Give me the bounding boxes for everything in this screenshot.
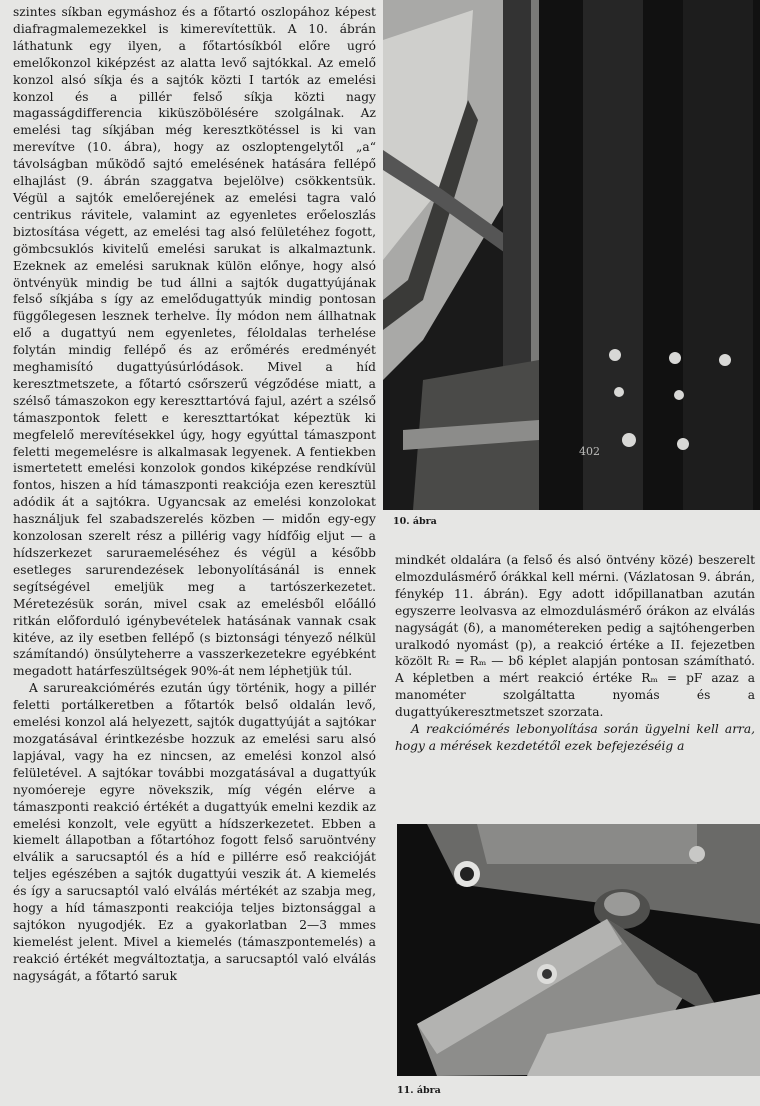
figure-11-photo: [397, 824, 760, 1076]
figure-10-caption: 10. ábra: [393, 516, 437, 527]
figure-10-image: [383, 0, 760, 510]
right-text-column: [395, 552, 755, 755]
left-paragraph-1: szintes síkban egymáshoz és a főtartó oszlopához képest diafragmalemezekkel is kimerevítettük. A 10. ábrán láthatunk egy ilyen, a főtartósíkból előre ugró emelőkonzol kiképzést az alatta levő sajtókkal. Az emelő konzol alsó síkja és a sajtók közti I tartók az emelési konzol és a pillér felső síkja közti nagy magasságdifferencia kiküszöbölésére szolgálnak. Az emelési tag síkjában még keresztkötéssel is ki van merevítve (10. ábra), hogy az oszloptengelytől „a“ távolságban működő sajtó emelésének hatására fellépő elhajlást (9. ábrán szaggatva bejelölve) csökkentsük. Végül a sajtók emelőerejének az emelési tagra való centrikus rávitele, valamint az egyenletes erőeloszlás biztosítása végett, az emelési tag alsó felületéhez fogott, gömbcsuklós kivitelű emelési sarukat is alkalmaztunk. Ezeknek az emelési saruknak külön előnye, hogy alsó öntvényük mindig be tud állni a sajtók dugattyújának felső síkjába s így az emelődugattyúk mindig pontosan függőlegesen lesznek terhelve. Íly módon nem állhatnak elő a dugattyú nem egyenletes, féloldalas terhelése folytán mindig fellépő és az erőmérés eredményét meghamisító dugattyúsúrlódások. Mivel a híd keresztmetszete, a főtartó csőrszerű végződése miatt, a szélső támaszokon egy kereszttartóvá fajul, azért a szélső támaszpontok felett e kereszttartókat képeztük ki megfelelő merevítésekkel úgy, hogy egyúttal támaszpont feletti megemelésre is alkalmasak legyenek. A fentiekben ismertetett emelési konzolok gondos kiképzése rendkívül fontos, hiszen a híd támaszponti reakciója ezen keresztül adódik át a sajtókra. Ugyancsak az emelési konzolokat használjuk fel szabadszerelés közben — midőn egy-egy konzolosan szerelt rész a pillérig vagy hídfőig eljut — a hídszerkezet saruraemeléséhez és végül a később esetleges sarurendezések lebonyolításánál is ennek segítségével emeljük meg a tartószerkezetet. Méretezésük során, mivel csak az emelésből előálló ritkán előforduló igénybevételek hatásának vannak csak kitéve, az ily esetben fellépő (s biztonsági tényező nélkül számítandó) önsúlyteherre a vasszerkezetekre egyébként megadott határfeszültségek 90%-át nem léphetjük túl.: [13, 5, 376, 679]
figure-11-image: [397, 824, 760, 1076]
left-paragraph-2: A sarureakciómérés ezután úgy történik, hogy a pillér feletti portálkeretben a főtartók belső oldalán levő, emelési konzol alá helyezett, sajtók dugattyúját a sajtókar mozgatásával érintkezésbe hozzuk az emelési saru alsó lapjával, vagy ha ez nincsen, az emelési konzol alsó felületével. A sajtókar további mozgatásával a dugattyúk nyomóereje egyre növekszik, míg végén elérve a támaszponti reakció értékét a dugattyúk emelni kezdik az emelési konzolt, vele együtt a hídszerkezetet. Ebben a kiemelt állapotban a főtartóhoz fogott felső saruöntvény elválik a sarucsaptól és a híd e pillérre eső reakcióját teljes egészében a sajtók dugattyúi veszik át. A kiemelés és így a sarucsaptól való elválás mértékét az szabja meg, hogy a híd támaszponti reakciója teljes biztonsággal a sajtókon nyugodjék. Ez a gyakorlatban 2—3 mmes kiemelést jelent. Mivel a kiemelés (támaszpontemelés) a reakció értékét megváltoztatja, a sarucsaptól való elválás nagyságát, a főtartó saruk: [13, 681, 376, 983]
left-text-column: [13, 4, 376, 1102]
figure-11-caption: 11. ábra: [397, 1085, 441, 1096]
figure-10-photo: [383, 0, 760, 510]
right-paragraph-2: A reakciómérés lebonyolítása során ügyelni kell arra, hogy a mérések kezdetétől ezek befejezéséig a: [395, 722, 755, 753]
figure-10-marking: 402: [579, 445, 600, 458]
right-paragraph-1: mindkét oldalára (a felső és alsó öntvény közé) beszerelt elmozdulásmérő órákkal kell mérni. (Vázlatosan 9. ábrán, fénykép 11. ábrán). Egy adott időpillanatban azután egyszerre leolvasva az elmozdulásmérő órákon az elválás nagyságát (δ), a manométereken pedig a sajtóhengerben uralkodó nyomást (p), a reakció értéke a II. fejezetben közölt Rₜ = Rₘ — bδ képlet alapján pontosan számítható. A képletben a mért reakció értéke Rₘ = pF azaz a manométer szolgáltatta nyomás és a dugattyúkeresztmetszet szorzata.: [395, 553, 755, 720]
